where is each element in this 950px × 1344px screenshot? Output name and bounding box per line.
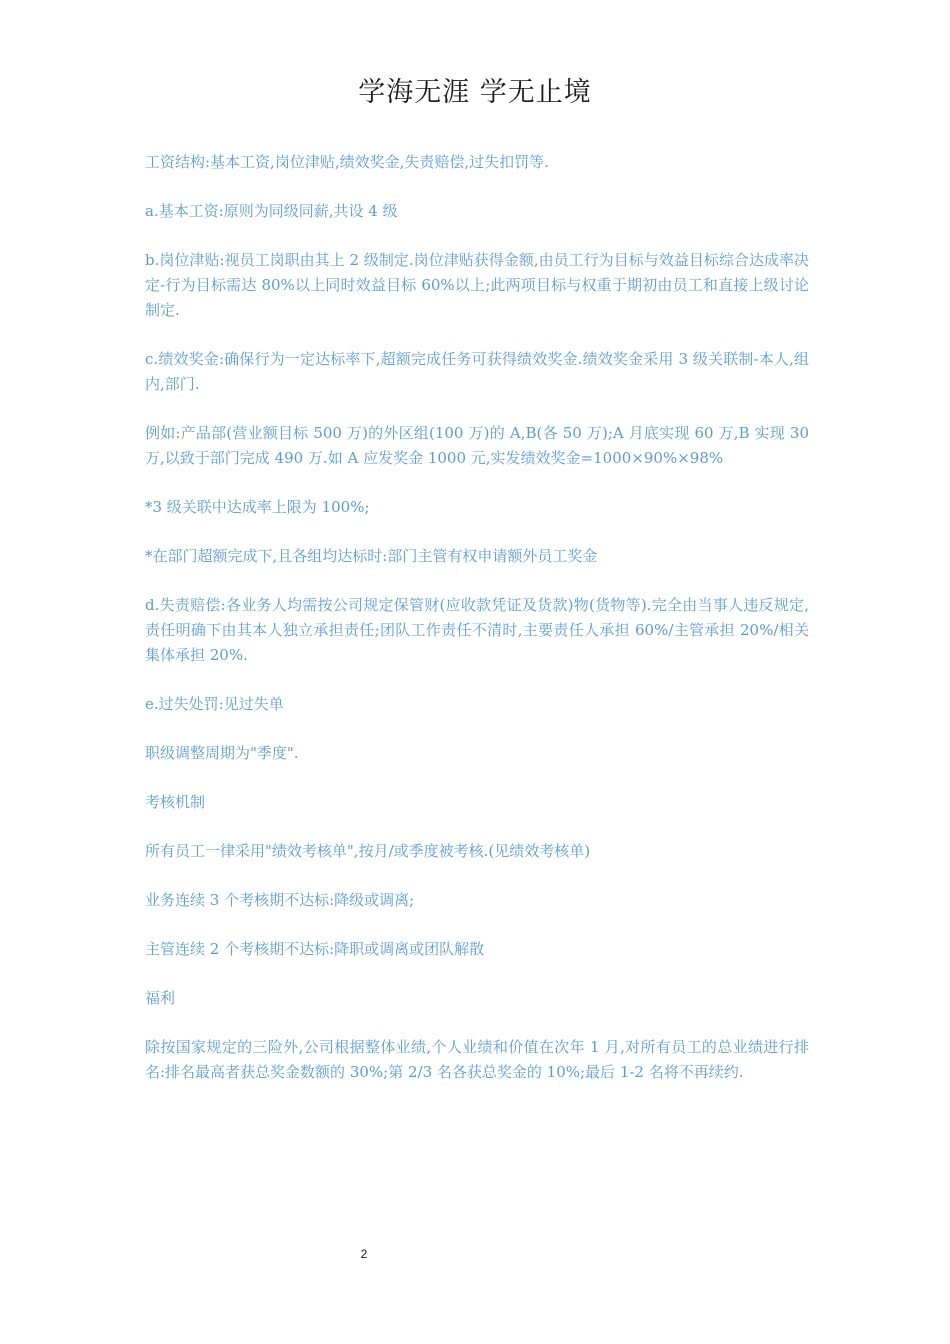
section-heading-benefits: 福利 [145,989,176,1007]
paragraph-supervisor-failure: 主管连续 2 个考核期不达标:降职或调离或团队解散 [145,940,485,958]
paragraph-business-failure: 业务连续 3 个考核期不达标:降级或调离; [145,891,415,909]
paragraph-position-allowance: b.岗位津贴:视员工岗职由其上 2 级制定.岗位津贴获得金额,由员工行为目标与效益目标综合达成率决定-行为目标需达 80%以上同时效益目标 60%以上;此两项目标与权重于期初由员工和直接上级讨论制定. [145,251,809,319]
paragraph-benefits-detail: 除按国家规定的三险外,公司根据整体业绩,个人业绩和价值在次年 1 月,对所有员工的总业绩进行排名:排名最高者获总奖金数额的 30%;第 2/3 名各获总奖金的 10%;最后 1-2 名将不再续约. [145,1038,809,1081]
page-number: 2 [360,1247,368,1261]
paragraph-liability-compensation: d.失责赔偿:各业务人均需按公司规定保管财(应收款凭证及货款)物(货物等).完全由当事人违反规定,责任明确下由其本人独立承担责任;团队工作责任不清时,主要责任人承担 60%/主管承担 20%/相关集体承担 20%. [145,596,809,664]
paragraph-performance-bonus: c.绩效奖金:确保行为一定达标率下,超额完成任务可获得绩效奖金.绩效奖金采用 3 级关联制-本人,组内,部门. [145,350,809,393]
paragraph-grade-adjustment: 职级调整周期为"季度". [145,744,299,762]
paragraph-salary-structure: 工资结构:基本工资,岗位津贴,绩效奖金,失责赔偿,过失扣罚等. [145,153,549,171]
paragraph-base-salary: a.基本工资:原则为同级同薪,共设 4 级 [145,202,398,220]
section-heading-assessment: 考核机制 [145,793,206,811]
paragraph-assessment-form: 所有员工一律采用"绩效考核单",按月/或季度被考核.(见绩效考核单) [145,842,591,860]
paragraph-example: 例如:产品部(营业额目标 500 万)的外区组(100 万)的 A,B(各 50 万);A 月底实现 60 万,B 实现 30 万,以致于部门完成 490 万.如 A 应发奖金 1000 元,实发绩效奖金=1000×90%×98% [145,424,809,467]
paragraph-note-cap: *3 级关联中达成率上限为 100%; [145,498,370,516]
document-body [145,150,809,1109]
page-header-title: 学海无涯 学无止境 [358,77,592,108]
paragraph-note-extra-bonus: *在部门超额完成下,且各组均达标时:部门主管有权申请额外员工奖金 [145,547,598,565]
paragraph-fault-penalty: e.过失处罚:见过失单 [145,695,284,713]
